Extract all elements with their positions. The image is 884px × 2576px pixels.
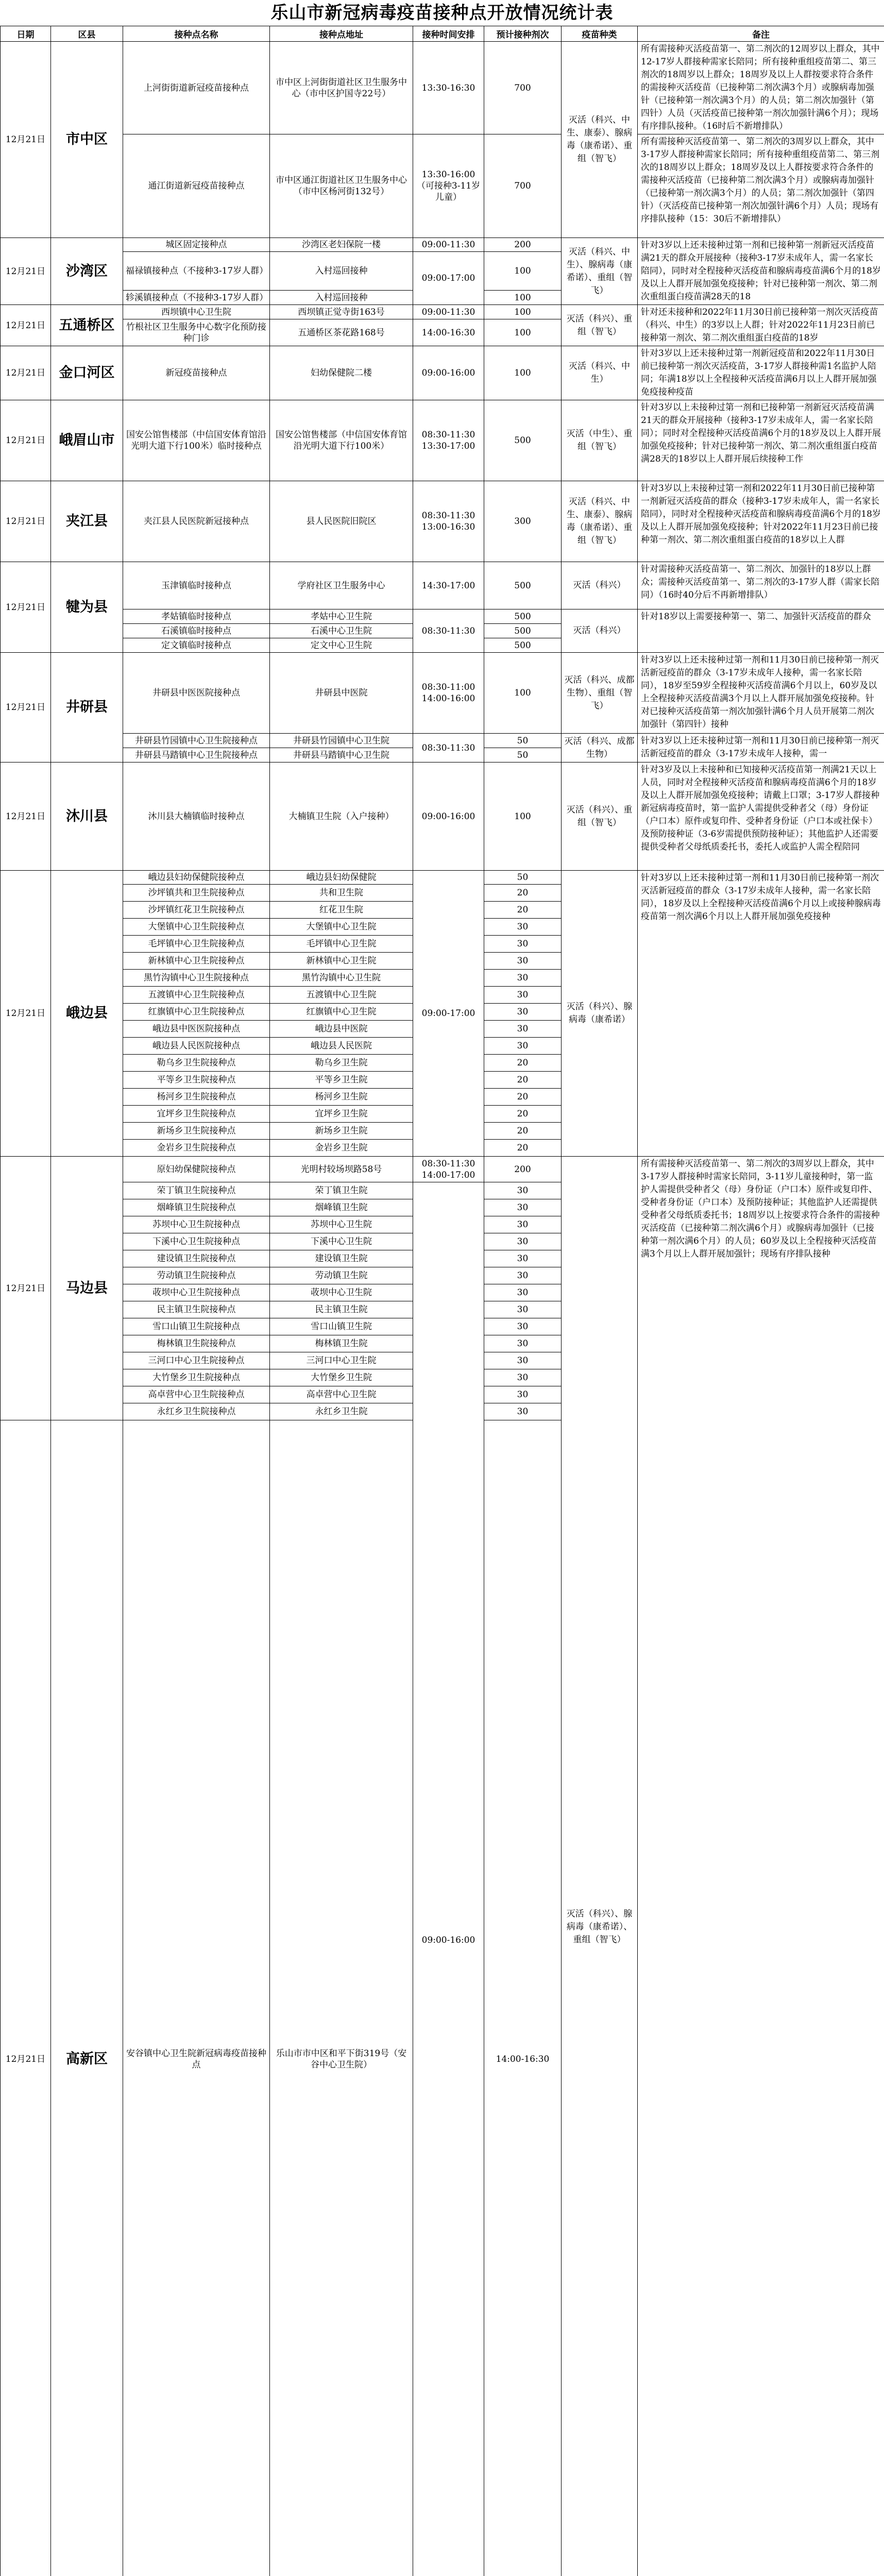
- site-name-cell: 沙坪镇红花卫生院接种点: [123, 902, 270, 919]
- site-address-cell: 建设镇卫生院: [270, 1250, 413, 1267]
- header-remark: 备注: [638, 26, 884, 42]
- doses-cell: 30: [484, 1335, 562, 1352]
- doses-cell: 30: [484, 970, 562, 987]
- site-address-cell: 峨边县人民医院: [270, 1038, 413, 1055]
- table-body: [1, 42, 884, 2576]
- site-name-cell: 夹江县人民医院新冠接种点: [123, 481, 270, 562]
- site-address-cell: 毛坪镇中心卫生院: [270, 936, 413, 953]
- doses-cell: 200: [484, 238, 562, 252]
- page-title: 乐山市新冠病毒疫苗接种点开放情况统计表: [0, 0, 884, 26]
- site-name-cell: 安谷镇中心卫生院新冠病毒疫苗接种点: [123, 1420, 270, 2576]
- header-district: 区县: [51, 26, 123, 42]
- doses-cell: 500: [484, 638, 562, 653]
- time-cell: 09:00-16:00: [413, 346, 484, 400]
- doses-cell: 20: [484, 1072, 562, 1089]
- doses-cell: 50: [484, 748, 562, 762]
- doses-cell: 20: [484, 1089, 562, 1106]
- time-cell: 08:30-11:30 14:00-17:00: [413, 1157, 484, 1182]
- time-cell: 08:30-11:00 14:00-16:00: [413, 653, 484, 734]
- site-name-cell: 劳动镇卫生院接种点: [123, 1267, 270, 1284]
- site-name-cell: 烟峰镇卫生院接种点: [123, 1199, 270, 1216]
- remark-cell: 所有需接种灭活疫苗第一、第二剂次的3周岁以上群众，其中3-17岁人群接种需家长陪同；所有接种重组疫苗第二、第三剂次的18周岁以上群众；18周岁及以上人群按要求符合条件的需接种灭活疫苗（已接种第二剂次满3个月）或腺病毒加强针（已接种第一剂次满3个月）的人员；第二剂次加强针（第四针）（灭活疫苗已接种第一剂次加强针满6个月）人员；现场有序排队接种（15：30后不新增排队）: [638, 134, 884, 238]
- site-address-cell: 市中区通江街道社区卫生服务中心（市中区杨河街132号）: [270, 134, 413, 238]
- site-address-cell: 井研县马踏镇中心卫生院: [270, 748, 413, 762]
- site-name-cell: 永红乡卫生院接种点: [123, 1403, 270, 1420]
- site-address-cell: 宜坪乡卫生院: [270, 1106, 413, 1123]
- site-name-cell: 民主镇卫生院接种点: [123, 1301, 270, 1318]
- doses-cell: 500: [484, 400, 562, 481]
- header-doses: 预计接种剂次: [484, 26, 562, 42]
- site-name-cell: 上河街街道新冠疫苗接种点: [123, 42, 270, 134]
- site-address-cell: 苏坝中心卫生院: [270, 1216, 413, 1233]
- date-cell: 12月21日: [1, 871, 51, 1157]
- site-name-cell: 轸溪镇接种点（不接种3-17岁人群）: [123, 291, 270, 305]
- site-name-cell: 井研县竹园镇中心卫生院接种点: [123, 734, 270, 748]
- site-name-cell: 玉津镇临时接种点: [123, 562, 270, 609]
- site-address-cell: 烟峰镇卫生院: [270, 1199, 413, 1216]
- doses-cell: 30: [484, 1199, 562, 1216]
- site-address-cell: 国安公馆售楼部（中信国安体育馆沿光明大道下行100米）: [270, 400, 413, 481]
- site-address-cell: 沙湾区老妇保院一楼: [270, 238, 413, 252]
- site-address-cell: 五通桥区茶花路168号: [270, 319, 413, 346]
- site-address-cell: 红花卫生院: [270, 902, 413, 919]
- remark-cell: 针对需接种灭活疫苗第一、第二剂次、加强针的18岁以上群众；需接种灭活疫苗第一、第二剂次的3-17岁人群（需家长陪同）（16时40分后不再新增排队）: [638, 562, 884, 609]
- site-address-cell: 井研县竹园镇中心卫生院: [270, 734, 413, 748]
- remark-cell: 针对还未接种和2022年11月30日前已接种第一剂次灭活疫苗（科兴、中生）的3岁以上人群；针对2022年11月23日前已接种第一剂次、第二剂次重组蛋白疫苗的18岁: [638, 305, 884, 346]
- doses-cell: 500: [484, 624, 562, 638]
- time-cell: 13:30-16:30: [413, 42, 484, 134]
- header-date: 日期: [1, 26, 51, 42]
- date-cell: 12月21日: [1, 346, 51, 400]
- site-name-cell: 新冠疫苗接种点: [123, 346, 270, 400]
- site-address-cell: 高卓营中心卫生院: [270, 1386, 413, 1403]
- remark-cell: 所有需接种灭活疫苗第一、第二剂次的12周岁以上群众，其中12-17岁人群接种需家长陪同；所有接种重组疫苗第二、第三剂次的18周岁以上群众；18周岁及以上人群按要求符合条件的需接种灭活疫苗（已接种第二剂次满3个月）或腺病毒加强针（已接种第一剂次满3个月）的人员；第二剂次加强针（第四针）人员（灭活疫苗已接种第一剂次加强针满6个月）；现场有序排队接种。（16时后不新增排队）: [638, 42, 884, 134]
- doses-cell: 30: [484, 1004, 562, 1021]
- vaccine-type-cell: 灭活（科兴）: [562, 609, 638, 653]
- site-address-cell: 雪口山镇卫生院: [270, 1318, 413, 1335]
- district-cell: 五通桥区: [51, 305, 123, 346]
- doses-cell: 30: [484, 953, 562, 970]
- district-cell: 金口河区: [51, 346, 123, 400]
- vaccine-type-cell: 灭活（科兴、中生）、腺病毒（康希诺）、重组（智飞）: [562, 238, 638, 305]
- vaccine-type-cell: 灭活（科兴）、重组（智飞）: [562, 305, 638, 346]
- remark-cell: 所有需接种灭活疫苗第一、第二剂次的3周岁以上群众，其中3-17岁人群接种时需家长陪同，3-11岁儿童接种时，第一监护人需提供受种者父（母）身份证（户口本）原件或复印件、受种者身份证（户口本）及预防接种证；其他监护人还需提供受种者父母纸质委托书；18周岁以上按要求符合条件的需接种灭活疫苗（已接种第二剂次满6个月）或腺病毒加强针（已接种第一剂次满6个月）的人员；60岁及以上全程接种灭活疫苗满3个月以上人群开展加强针；现场有序排队接种: [638, 1157, 884, 2576]
- doses-cell: 30: [484, 1267, 562, 1284]
- table-row: [1, 400, 884, 481]
- site-name-cell: 红旗镇中心卫生院接种点: [123, 1004, 270, 1021]
- site-name-cell: 峨边县中医医院接种点: [123, 1021, 270, 1038]
- table-row: [1, 346, 884, 400]
- site-name-cell: 高卓营中心卫生院接种点: [123, 1386, 270, 1403]
- time-cell: 08:30-11:30: [413, 734, 484, 762]
- time-cell: 09:00-17:00: [413, 252, 484, 305]
- doses-cell: 30: [484, 1403, 562, 1420]
- site-address-cell: 县人民医院旧院区: [270, 481, 413, 562]
- header-site-address: 接种点地址: [270, 26, 413, 42]
- remark-cell: 针对3岁以上还未接种过第一剂和11月30日前已接种第一剂灭活新冠疫苗的群众（3-17岁未成年人接种，需一名家长陪同），18岁至59岁全程接种灭活疫苗满6个月以上，60岁及以上全程接种灭活疫苗满3个月以上人群开展加强免疫接种。针对已接种灭活疫苗第一剂次加强针满6个月人员开展第二剂次加强针（第四针）接种: [638, 653, 884, 734]
- site-address-cell: 市中区上河街街道社区卫生服务中心（市中区护国寺22号）: [270, 42, 413, 134]
- site-name-cell: 沐川县大楠镇临时接种点: [123, 762, 270, 871]
- site-address-cell: 新林镇中心卫生院: [270, 953, 413, 970]
- date-cell: 12月21日: [1, 653, 51, 762]
- district-cell: 沙湾区: [51, 238, 123, 305]
- doses-cell: 50: [484, 871, 562, 885]
- site-name-cell: 下溪中心卫生院接种点: [123, 1233, 270, 1250]
- site-address-cell: 黑竹沟镇中心卫生院: [270, 970, 413, 987]
- date-cell: 12月21日: [1, 762, 51, 871]
- site-address-cell: 大堡镇中心卫生院: [270, 919, 413, 936]
- site-name-cell: 毛坪镇中心卫生院接种点: [123, 936, 270, 953]
- date-cell: 12月21日: [1, 305, 51, 346]
- doses-cell: 200: [484, 1157, 562, 1182]
- site-address-cell: 荍坝中心卫生院: [270, 1284, 413, 1301]
- site-address-cell: 下溪中心卫生院: [270, 1233, 413, 1250]
- header-time: 接种时间安排: [413, 26, 484, 42]
- doses-cell: 30: [484, 1250, 562, 1267]
- site-name-cell: 三河口中心卫生院接种点: [123, 1352, 270, 1369]
- doses-cell: 500: [484, 609, 562, 624]
- doses-cell: 30: [484, 1216, 562, 1233]
- time-cell: 09:00-11:30: [413, 305, 484, 319]
- site-name-cell: 梅林镇卫生院接种点: [123, 1335, 270, 1352]
- site-address-cell: 峨边县妇幼保健院: [270, 871, 413, 885]
- table-row: [1, 305, 884, 319]
- site-name-cell: 建设镇卫生院接种点: [123, 1250, 270, 1267]
- table-header-row: [1, 26, 884, 42]
- site-address-cell: 光明村较场坝路58号: [270, 1157, 413, 1182]
- vaccine-type-cell: 灭活（科兴）: [562, 562, 638, 609]
- site-address-cell: 乐山市市中区和平下街319号（安谷中心卫生院）: [270, 1420, 413, 2576]
- doses-cell: 20: [484, 1055, 562, 1072]
- site-address-cell: 杨河乡卫生院: [270, 1089, 413, 1106]
- vaccine-type-cell: 灭活（科兴）、腺病毒（康希诺）、重组（智飞）: [562, 1157, 638, 2576]
- site-address-cell: 金岩乡卫生院: [270, 1140, 413, 1157]
- vaccine-type-cell: 灭活（科兴）、腺病毒（康希诺）: [562, 871, 638, 1157]
- doses-cell: 700: [484, 134, 562, 238]
- district-cell: 沐川县: [51, 762, 123, 871]
- remark-cell: 针对3岁以上还未接种过第一剂新冠疫苗和2022年11月30日前已接种第一剂次灭活疫苗，3-17岁人群接种需1名监护人陪同；年满18岁以上全程接种灭活疫苗满6月以上人群开展加强免疫接种疫苗: [638, 346, 884, 400]
- vaccine-type-cell: 灭活（科兴、成都生物）、重组（智飞）: [562, 653, 638, 734]
- site-address-cell: 共和卫生院: [270, 885, 413, 902]
- site-name-cell: 新林镇中心卫生院接种点: [123, 953, 270, 970]
- site-address-cell: 入村巡回接种: [270, 252, 413, 291]
- site-address-cell: 荣丁镇卫生院: [270, 1182, 413, 1199]
- site-name-cell: 城区固定接种点: [123, 238, 270, 252]
- doses-cell: 100: [484, 252, 562, 291]
- doses-cell: 700: [484, 42, 562, 134]
- site-address-cell: 井研县中医院: [270, 653, 413, 734]
- doses-cell: 20: [484, 902, 562, 919]
- site-name-cell: 石溪镇临时接种点: [123, 624, 270, 638]
- time-cell: 14:00-16:30: [413, 319, 484, 346]
- date-cell: 12月21日: [1, 42, 51, 238]
- vaccine-type-cell: 灭活（科兴）、重组（智飞）: [562, 762, 638, 871]
- doses-cell: 20: [484, 1106, 562, 1123]
- table-row: [1, 562, 884, 609]
- site-name-cell: 宜坪乡卫生院接种点: [123, 1106, 270, 1123]
- table-row: [1, 481, 884, 562]
- site-address-cell: 五渡镇中心卫生院: [270, 987, 413, 1004]
- site-address-cell: 红旗镇中心卫生院: [270, 1004, 413, 1021]
- time-cell: 08:30-11:30: [413, 609, 484, 653]
- site-name-cell: 原妇幼保健院接种点: [123, 1157, 270, 1182]
- site-name-cell: 大堡镇中心卫生院接种点: [123, 919, 270, 936]
- date-cell: 12月21日: [1, 1157, 51, 1420]
- site-address-cell: 永红乡卫生院: [270, 1403, 413, 1420]
- remark-cell: 针对3岁及以上未接种和已知接种灭活疫苗第一剂满21天以上人员，同时对全程接种灭活疫苗和腺病毒疫苗满6个月的18岁及以上人群开展加强免疫接种；请戴上口罩；3-17岁人群接种新冠病毒疫苗时，第一监护人需提供受种者父（母）身份证（户口本）原件或复印件、受种者身份证（户口本或社保卡）及预防接种证（3-6岁需提供预防接种证）；其他监护人还需要提供受种者父母纸质委托书，委托人或监护人需全程陪同: [638, 762, 884, 871]
- remark-cell: 针对3岁以上还未接种过第一剂和已接种第一剂新冠灭活疫苗满21天的群众开展接种（接种3-17岁未成年人，需一名家长陪同），同时对全程接种灭活疫苗和腺病毒疫苗满6个月的18岁及以上人群开展加强免疫接种；针对已接种第一剂次、第二剂次重组蛋白疫苗满28天的18: [638, 238, 884, 305]
- site-name-cell: 新场乡卫生院接种点: [123, 1123, 270, 1140]
- vaccine-type-cell: 灭活（科兴、中生）: [562, 346, 638, 400]
- table-row: [1, 762, 884, 871]
- doses-cell: 30: [484, 1038, 562, 1055]
- site-name-cell: 井研县马踏镇中心卫生院接种点: [123, 748, 270, 762]
- table-row: [1, 134, 884, 238]
- doses-cell: 30: [484, 1182, 562, 1199]
- site-name-cell: 通江街道新冠疫苗接种点: [123, 134, 270, 238]
- site-name-cell: 西坝镇中心卫生院: [123, 305, 270, 319]
- time-cell: 14:00-16:30: [484, 1420, 562, 2576]
- site-address-cell: 三河口中心卫生院: [270, 1352, 413, 1369]
- site-name-cell: 峨边县人民医院接种点: [123, 1038, 270, 1055]
- doses-cell: 100: [484, 346, 562, 400]
- district-cell: 井研县: [51, 653, 123, 762]
- time-cell: 09:00-11:30: [413, 238, 484, 252]
- doses-cell: 30: [484, 1386, 562, 1403]
- site-name-cell: 雪口山镇卫生院接种点: [123, 1318, 270, 1335]
- site-name-cell: 竹根社区卫生服务中心数字化预防接种门诊: [123, 319, 270, 346]
- date-cell: 12月21日: [1, 1420, 51, 2576]
- table-row: [1, 609, 884, 624]
- site-address-cell: 大楠镇卫生院（入户接种）: [270, 762, 413, 871]
- doses-cell: 30: [484, 1318, 562, 1335]
- site-name-cell: 孝姑镇临时接种点: [123, 609, 270, 624]
- time-cell: 14:30-17:00: [413, 562, 484, 609]
- site-address-cell: 新场乡卫生院: [270, 1123, 413, 1140]
- site-name-cell: 大竹堡乡卫生院接种点: [123, 1369, 270, 1386]
- doses-cell: 30: [484, 1369, 562, 1386]
- vaccination-table: [0, 26, 884, 2576]
- remark-cell: 针对3岁以上还未接种过第一剂和11月30日前已接种第一剂次灭活新冠疫苗的群众（3-17岁未成年人接种，需一名家长陪同），18岁及以上全程接种灭活疫苗满6个月以上或接种腺病毒疫苗第一剂次满6个月以上人群开展加强免疫接种: [638, 871, 884, 1157]
- table-row: [1, 238, 884, 252]
- site-name-cell: 勒乌乡卫生院接种点: [123, 1055, 270, 1072]
- doses-cell: 100: [484, 762, 562, 871]
- site-address-cell: 民主镇卫生院: [270, 1301, 413, 1318]
- remark-cell: 针对3岁以上还未接种过第一剂和11月30日前已接种第一剂灭活新冠疫苗的群众（3-17岁未成年人接种，需一: [638, 734, 884, 762]
- remark-cell: 针对3岁以上未接种过第一剂和2022年11月30日前已接种第一剂新冠灭活疫苗的群众（接种3-17岁未成年人，需一名家长陪同），同时对全程接种灭活疫苗和腺病毒疫苗满6个月的18岁及以上人群开展加强免疫接种；针对2022年11月23日前已接种第一剂次、第二剂次重组蛋白疫苗的18岁以上人群: [638, 481, 884, 562]
- doses-cell: 30: [484, 1021, 562, 1038]
- site-address-cell: 梅林镇卫生院: [270, 1335, 413, 1352]
- site-name-cell: 黑竹沟镇中心卫生院接种点: [123, 970, 270, 987]
- site-address-cell: 石溪中心卫生院: [270, 624, 413, 638]
- site-name-cell: 沙坪镇共和卫生院接种点: [123, 885, 270, 902]
- doses-cell: 500: [484, 562, 562, 609]
- site-address-cell: 大竹堡乡卫生院: [270, 1369, 413, 1386]
- doses-cell: 50: [484, 734, 562, 748]
- table-row: [1, 653, 884, 734]
- doses-cell: 100: [484, 319, 562, 346]
- site-address-cell: 入村巡回接种: [270, 291, 413, 305]
- district-cell: 峨眉山市: [51, 400, 123, 481]
- doses-cell: 30: [484, 987, 562, 1004]
- doses-cell: 30: [484, 919, 562, 936]
- time-cell: 08:30-11:30 13:00-16:30: [413, 481, 484, 562]
- district-cell: 马边县: [51, 1157, 123, 1420]
- doses-cell: 30: [484, 1352, 562, 1369]
- date-cell: 12月21日: [1, 562, 51, 653]
- site-name-cell: 平等乡卫生院接种点: [123, 1072, 270, 1089]
- site-address-cell: 孝姑中心卫生院: [270, 609, 413, 624]
- header-vaccine-type: 疫苗种类: [562, 26, 638, 42]
- vaccine-type-cell: 灭活（科兴、中生、康泰）、腺病毒（康希诺）、重组（智飞）: [562, 481, 638, 562]
- district-cell: 峨边县: [51, 871, 123, 1157]
- site-name-cell: 苏坝中心卫生院接种点: [123, 1216, 270, 1233]
- site-address-cell: 妇幼保健院二楼: [270, 346, 413, 400]
- date-cell: 12月21日: [1, 481, 51, 562]
- doses-cell: 20: [484, 1140, 562, 1157]
- site-address-cell: 平等乡卫生院: [270, 1072, 413, 1089]
- site-address-cell: 定文中心卫生院: [270, 638, 413, 653]
- site-name-cell: 定文镇临时接种点: [123, 638, 270, 653]
- table-row: [1, 871, 884, 885]
- doses-cell: 30: [484, 1284, 562, 1301]
- time-cell: 09:00-17:00: [413, 871, 484, 1157]
- site-name-cell: 荣丁镇卫生院接种点: [123, 1182, 270, 1199]
- district-cell: 夹江县: [51, 481, 123, 562]
- vaccine-type-cell: 灭活（科兴、中生、康泰）、腺病毒（康希诺）、重组（智飞）: [562, 42, 638, 238]
- site-name-cell: 五渡镇中心卫生院接种点: [123, 987, 270, 1004]
- district-cell: 犍为县: [51, 562, 123, 653]
- site-address-cell: 劳动镇卫生院: [270, 1267, 413, 1284]
- site-name-cell: 荍坝中心卫生院接种点: [123, 1284, 270, 1301]
- site-name-cell: 杨河乡卫生院接种点: [123, 1089, 270, 1106]
- doses-cell: 30: [484, 1301, 562, 1318]
- remark-cell: 针对3岁以上未接种过第一剂和已接种第一剂新冠灭活疫苗满21天的群众开展接种（接种3-17岁未成年人，需一名家长陪同）；同时对全程接种灭活疫苗满6个月的18岁及以上人群开展加强免疫接种；针对已接种第一剂次、第二剂次重组蛋白疫苗满28天的18岁以上人群开展后续接种工作: [638, 400, 884, 481]
- table-row: [1, 1157, 884, 1182]
- table-row: [1, 734, 884, 748]
- doses-cell: 100: [484, 305, 562, 319]
- district-cell: 高新区: [51, 1420, 123, 2576]
- site-address-cell: 学府社区卫生服务中心: [270, 562, 413, 609]
- site-name-cell: 福禄镇接种点（不接种3-17岁人群）: [123, 252, 270, 291]
- site-address-cell: 勒乌乡卫生院: [270, 1055, 413, 1072]
- site-name-cell: 金岩乡卫生院接种点: [123, 1140, 270, 1157]
- date-cell: 12月21日: [1, 238, 51, 305]
- doses-cell: 300: [484, 481, 562, 562]
- remark-cell: 针对18岁以上需要接种第一、第二、加强针灭活疫苗的群众: [638, 609, 884, 653]
- date-cell: 12月21日: [1, 400, 51, 481]
- time-cell: 13:30-16:00（可接种3-11岁儿童）: [413, 134, 484, 238]
- doses-cell: 100: [484, 653, 562, 734]
- district-cell: 市中区: [51, 42, 123, 238]
- vaccine-type-cell: 灭活（科兴、成都生物）: [562, 734, 638, 762]
- doses-cell: 20: [484, 1123, 562, 1140]
- site-name-cell: 国安公馆售楼部（中信国安体育馆沿光明大道下行100米）临时接种点: [123, 400, 270, 481]
- doses-cell: 30: [484, 936, 562, 953]
- table-row: [1, 42, 884, 134]
- time-cell: 08:30-11:30 13:30-17:00: [413, 400, 484, 481]
- site-name-cell: 峨边县妇幼保健院接种点: [123, 871, 270, 885]
- site-address-cell: 西坝镇正觉寺街163号: [270, 305, 413, 319]
- header-site-name: 接种点名称: [123, 26, 270, 42]
- site-name-cell: 井研县中医医院接种点: [123, 653, 270, 734]
- time-cell: 09:00-16:00: [413, 762, 484, 871]
- doses-cell: 30: [484, 1233, 562, 1250]
- time-cell: 09:00-16:00: [413, 1182, 484, 2576]
- doses-cell: 100: [484, 291, 562, 305]
- site-address-cell: 峨边县中医院: [270, 1021, 413, 1038]
- doses-cell: 20: [484, 885, 562, 902]
- vaccine-type-cell: 灭活（中生）、重组（智飞）: [562, 400, 638, 481]
